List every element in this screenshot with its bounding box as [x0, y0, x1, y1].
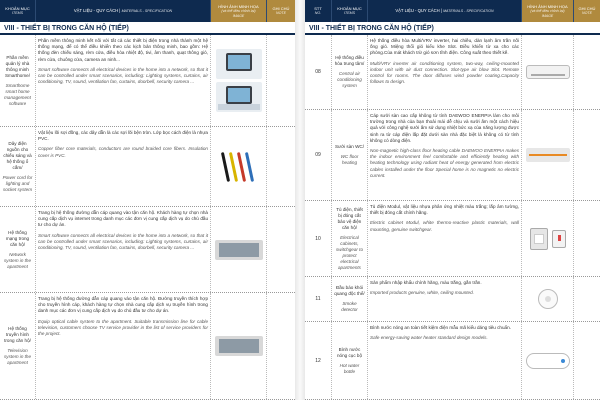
stt-cell: 08 [305, 35, 332, 109]
power-cable-image [216, 150, 262, 184]
left-page [0, 0, 295, 400]
item-cell: Hệ thống điều hòa trung tâm/ Central air conditioning system [332, 35, 368, 109]
network-image [215, 240, 263, 260]
spec-cell: Trang bị hệ thống đường dẫn cáp quang vào tận căn hộ. Đường truyền thích hợp cho truyền hình cáp, khách hàng tự chọn nhà cung cấp dịch vụ truyền hình trong danh mục các đơn vị cung cấp dịch vụ do chủ đầu tư cho dự án. Equip optical cable system to the apartment. Suitable transmission line for cable television, customers choose TV service provider in the list of service providers for the project. [36, 293, 211, 399]
circuit-breaker-image [552, 230, 566, 248]
header-spec: VẬT LIỆU - QUY CÁCH | MATERIALS - SPECIFICATION [368, 0, 522, 22]
item-cell: Sưởi sàn WC/ WC floor heating [332, 110, 368, 200]
table-header [0, 0, 295, 22]
smoke-detector-image [538, 289, 558, 309]
table-header [305, 0, 600, 22]
table-row [0, 35, 295, 127]
spec-cell: Cáp sưởi sàn cao cấp không từ tính DAEWOO ENERPIA làm cho môi trường trong nhà của bạn thoải mái dễ chịu và sưởi ấm một cách hiệu quả với công nghệ sưởi ấm sử dụng nhiệt bức xạ của năng lượng được sinh ra từ cáp điện lắp đặt dưới sàn nhà đặc biệt là không có từ tính không có dòng điện. Non-magnetic high-class floor heating cable DAEWOO ENERPIA makes the indoor environment feel comfortable and efficiently heating with heating technology using radiant heat of energy generated from electric cables installed under the floor Special home is no magnetic no electric current. [368, 110, 522, 200]
item-cell: Phần mềm quản lý nhà thông minh Smarthome/ Smarthome smart home management software [0, 35, 36, 126]
header-note: GHI CHÚ NOTE [574, 0, 600, 22]
spec-cell: Phần mềm thông minh kết nối với tất cả các thiết bị điện trong nhà thành một hệ thống mạng, để có thể điều khiển theo các kịch bản thông minh, bao gồm: Hệ thống đèn chiếu sáng, rèm cửa, điều hòa nhiệt độ, tivi, âm thanh, quạt thông gió, rèm cửa, chuông cửa, camera an ninh... Smart software connects all electrical devices in the home into a network, so that it can be controlled under smart scenarios, including: Lighting systems, curtains, air conditioning, TV, sound, ventilation fan, curtains, doorbell, security camera ... [36, 35, 211, 126]
image-cell [522, 110, 574, 200]
table-row [305, 35, 600, 110]
spec-cell: Sản phẩm nhập khẩu chính hãng, màu trắng, gắn trần. Imported products genuine, white, ceiling mounted. [368, 277, 522, 321]
header-stt: STT NO. [305, 0, 332, 22]
page-gutter [295, 0, 305, 400]
table-row [305, 110, 600, 201]
image-cell [211, 293, 267, 399]
header-item: KHOẢN MỤC ITEMS [0, 0, 36, 22]
stt-cell: 11 [305, 277, 332, 321]
note-cell [574, 35, 600, 109]
section-title: VIII - THIẾT BỊ TRONG CĂN HỘ (TIẾP) [0, 22, 295, 35]
image-cell [522, 322, 574, 399]
note-cell [267, 127, 295, 206]
image-cell [211, 127, 267, 206]
table-row [305, 201, 600, 277]
header-image: HÌNH ẢNH MINH HỌA (và thể điều chỉnh lại) IMAGE [211, 0, 267, 22]
right-page [305, 0, 600, 400]
stt-cell: 10 [305, 201, 332, 276]
header-item: KHOẢN MỤC ITEMS [332, 0, 368, 22]
note-cell [574, 201, 600, 276]
note-cell [574, 277, 600, 321]
spec-cell: Vật liệu lõi sợi đồng, các dây dẫn là các sợi lõi bện tròn. Lớp bọc cách điện là nhựa PVC. Copper fiber core materials, conductors are round braided core fibers. Insulation cover is PVC. [36, 127, 211, 206]
image-cell [211, 35, 267, 126]
floor-heating-image [526, 148, 570, 162]
smarthome-tablet-image [216, 82, 262, 112]
item-cell: Hệ thống mạng trong căn hộ/ Network system in the apartment [0, 207, 36, 292]
header-note: GHI CHÚ NOTE [267, 0, 295, 22]
image-cell [211, 207, 267, 292]
header-image: HÌNH ẢNH MINH HỌA (và thể điều chỉnh lại) IMAGE [522, 0, 574, 22]
table-row [305, 277, 600, 322]
note-cell [574, 322, 600, 399]
electrical-cabinet-image [530, 228, 548, 250]
image-cell [522, 277, 574, 321]
table-row [0, 293, 295, 400]
item-cell: Hệ thống truyền hình trong căn hộ/ Television system in the apartment [0, 293, 36, 399]
note-cell [574, 110, 600, 200]
spec-cell: Trang bị hệ thống đường dẫn cáp quang vào tận căn hộ. Khách hàng tự chọn nhà cung cấp dịch vụ internet trong danh mục các đơn vị cung cấp dịch vụ do chủ đầu tư cho dự án. Smart software connects all electrical devices in the home into a network, so that it can be controlled under smart scenarios, including: Lighting systems, curtains, air conditioning, TV, sound, ventilation fan, curtains, doorbell, security camera ... [36, 207, 211, 292]
note-cell [267, 293, 295, 399]
table-row [0, 207, 295, 293]
television-image [215, 336, 263, 356]
item-cell: Tủ điện, thiết bị đóng cắt bảo vệ điện căn hộ/ Electrical cabinets, switchgear to protect electrical apartments [332, 201, 368, 276]
stt-cell: 09 [305, 110, 332, 200]
item-cell: Dây điện nguồn cho chiếu sáng và hệ thống ổ cắm/ Power cord for lighting and socket system [0, 127, 36, 206]
water-heater-image [526, 353, 570, 369]
table-row [305, 322, 600, 400]
section-title: VIII - THIẾT BỊ TRONG CĂN HỘ (TIẾP) [305, 22, 600, 35]
note-cell [267, 207, 295, 292]
item-cell: Bình nước nóng cục bộ Hot water bottle [332, 322, 368, 399]
spec-cell: Hệ thống điều hòa Multi/VRV inverter, hai chiều, dàn lạnh âm trần nối ống gió. Miệng thổi gió kiểu khe Slot. Điều khiển từ xa cho các phòng.Của mát khách trừ gió sơn tĩnh điện. Công suất theo thiết kế. Multi/VRV inverter air conditioning system, two-way, ceiling-mounted indoor unit with air duct connection. Slot-type air blow Slot. Remote control for rooms. The door diffuses wind powder coating.Capacity follows to design. [368, 35, 522, 109]
header-spec: VẬT LIỆU - QUY CÁCH | MATERIALS - SPECIFICATION [36, 0, 211, 22]
stt-cell: 12 [305, 322, 332, 399]
image-cell [522, 201, 574, 276]
item-cell: Đầu báo khói quang độc thể/ Smoke detector [332, 277, 368, 321]
image-cell [522, 35, 574, 109]
spec-cell: Tủ điện Modul, vật liệu nhựa phân ứng nhiệt màu trắng; lắp âm tường, thiết bị đóng cắt chính hãng. Electric cabinet Modul, white thermo-reactive plastic materials, wall mounting, genuine switchgear. [368, 201, 522, 276]
smarthome-image [216, 49, 262, 79]
table-row [0, 127, 295, 207]
spec-cell: Bình nước nóng an toàn tiết kiệm điện mẫu mã kiểu dáng tiêu chuẩn. Safe energy-saving water heater standard design models. [368, 322, 522, 399]
air-conditioner-image [526, 65, 570, 79]
note-cell [267, 35, 295, 126]
